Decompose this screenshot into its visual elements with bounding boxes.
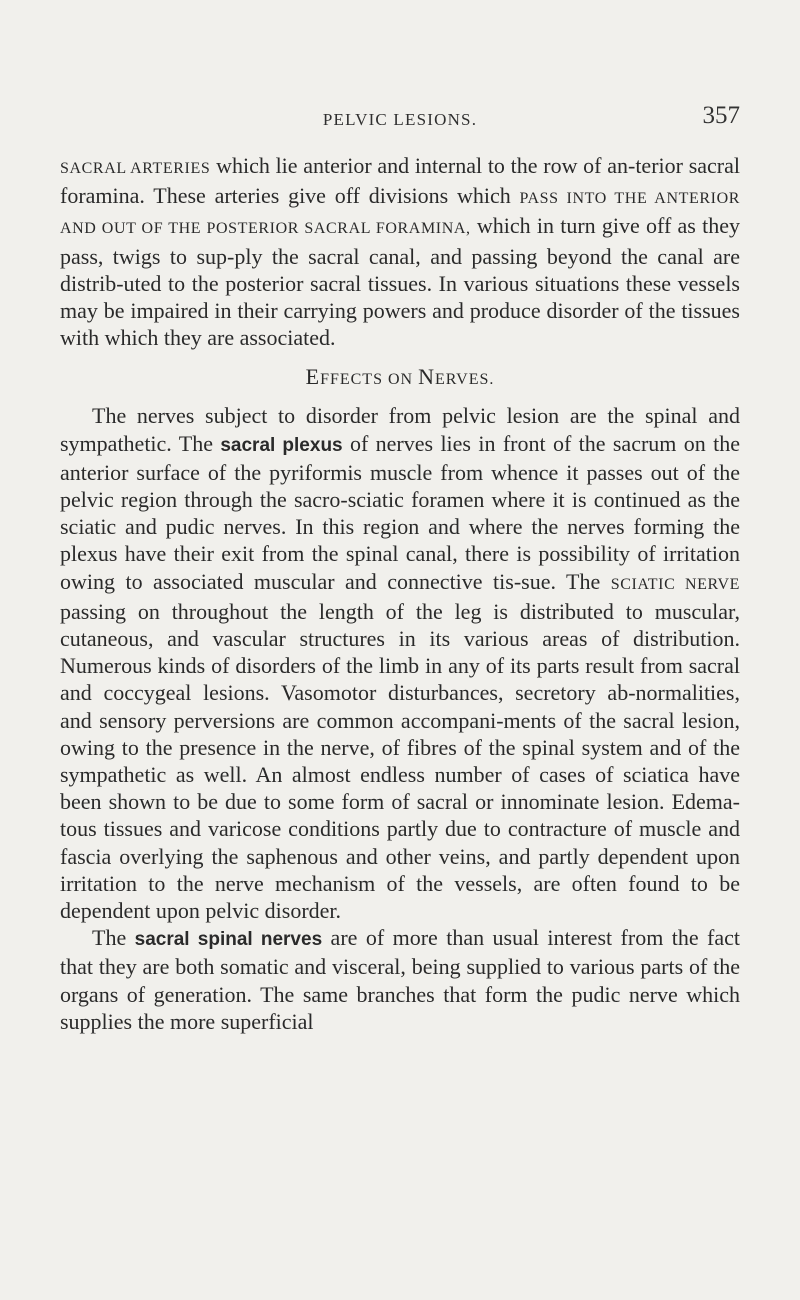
- paragraph-text: which lie anterior and internal to the row of an-terior sacral foramina. These arteries give off divisions which: [60, 153, 740, 209]
- paragraph-text: The: [92, 925, 135, 951]
- paragraph-text: are of more than usual interest from the fact that they are both somatic and visceral, being supplied to various parts of the organs of generation. The same branches that form the pudic nerve which supplies the more superficial: [60, 925, 740, 1034]
- running-title: PELVIC LESIONS.: [322, 110, 478, 129]
- paragraph-sacral-arteries: [60, 152, 740, 351]
- paragraph-nerves: [60, 402, 740, 924]
- paragraph-text: The nerves subject to disorder from pelvic lesion are the spinal and sympathetic. The: [60, 403, 740, 456]
- bold-term: sacral spinal nerves: [134, 929, 323, 951]
- bold-term: sacral plexus: [220, 434, 343, 456]
- small-caps-term: PASS INTO THE ANTERIOR AND OUT OF THE POSTERIOR SACRAL FORAMINA,: [60, 190, 740, 238]
- heading-part: N: [418, 364, 435, 390]
- small-caps-term: SCIATIC NERVE: [610, 575, 740, 593]
- small-caps-term: SACRAL ARTERIES: [60, 160, 211, 177]
- paragraph-text: which in turn give off as they pass, twigs to sup-ply the sacral canal, and passing beyond the canal are distrib-uted to the posterior sacral tissues. In various situations these vessels may be impaired in their carrying powers and produce disorder of the tissues with which they are associated.: [60, 213, 740, 351]
- heading-part: FFECTS: [320, 371, 383, 389]
- paragraph-text: passing on throughout the length of the leg is distributed to muscular, cutaneous, and vascular structures in its various areas of distribution. Numerous kinds of disorders of the limb in any of its parts result from sacral and coccygeal lesions. Vasomotor disturbances, secretory ab-normalities, and sensory perversions are common accompani-ments of the sacral lesion, owing to the presence in the nerve, of fibres of the spinal system and of the sympathetic as well. An almost endless number of cases of sciatica have been shown to be due to some form of sacral or innominate lesion. Edema-tous tissues and varicose conditions partly due to contracture of muscle and fascia overlying the saphenous and other veins, and partly dependent upon irritation to the nerve mechanism of the vessels, are often found to be dependent upon pelvic disorder.: [60, 598, 740, 924]
- paragraph-text: of nerves lies in front of the sacrum on the anterior surface of the pyriformis muscle from whence it passes out of the pelvic region through the sacro-sciatic foramen where it is continued as the sciatic and pudic nerves. In this region and where the nerves forming the plexus have their exit from the spinal canal, there is possibility of irritation owing to associated muscular and connective tis-sue. The: [60, 430, 740, 594]
- heading-part: ERVES.: [434, 371, 495, 389]
- body-text: [60, 152, 740, 1035]
- heading-part: ON: [382, 371, 419, 389]
- page-number: 357: [702, 102, 740, 129]
- heading-part: E: [305, 364, 321, 390]
- section-heading: [60, 363, 740, 393]
- paragraph-sacral-spinal-nerves: [60, 924, 740, 1035]
- running-head: [60, 104, 740, 136]
